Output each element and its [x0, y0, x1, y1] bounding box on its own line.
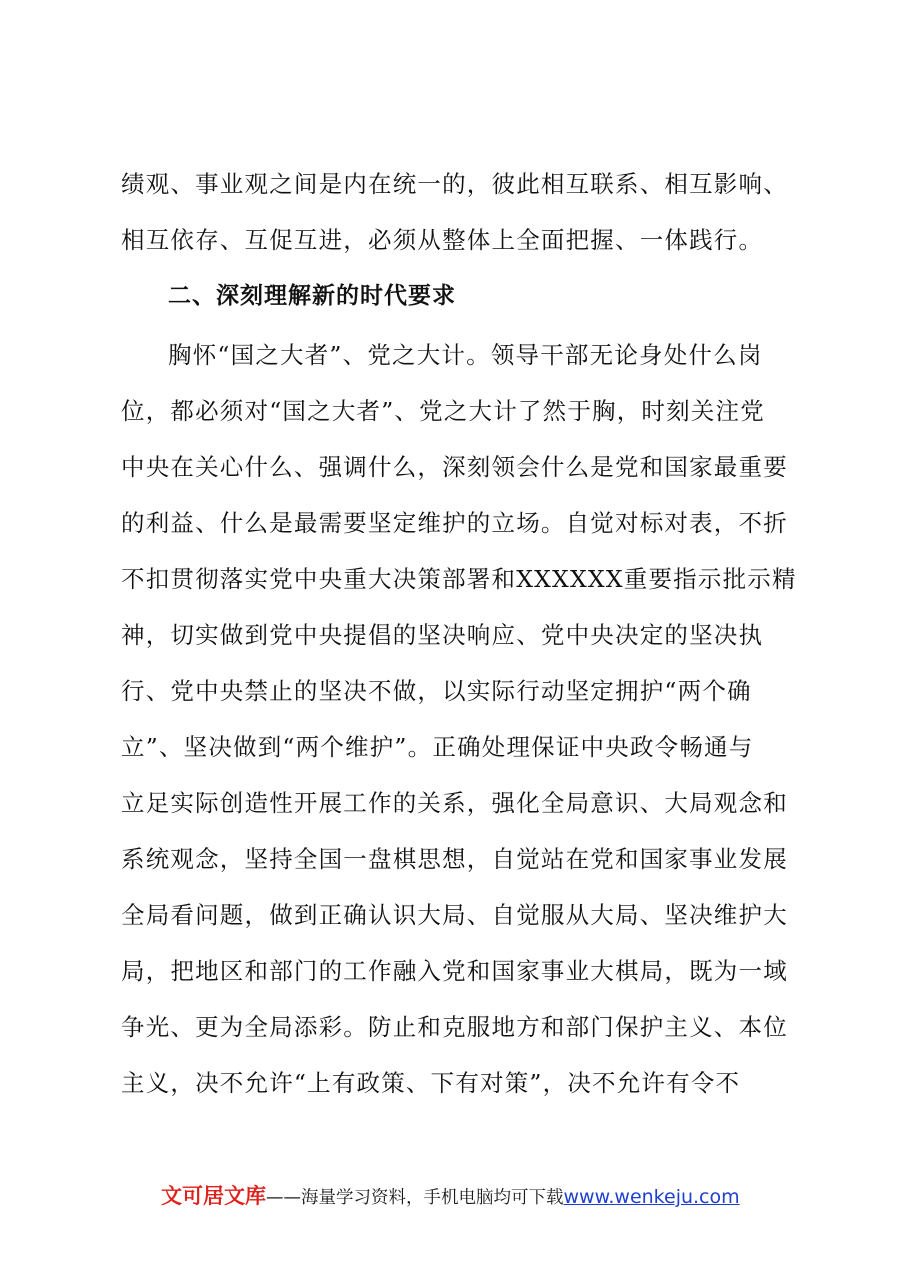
paragraph-first-line: 胸怀“国之大者”、党之大计。领导干部无论身处什么岗 [168, 341, 763, 369]
body-text-line: 不扣贯彻落实党中央重大决策部署和XXXXXX重要指示批示精 [121, 565, 797, 593]
body-text-line: 系统观念，坚持全国一盘棋思想，自觉站在党和国家事业发展 [121, 845, 788, 873]
body-text-line: 立足实际创造性开展工作的关系，强化全局意识、大局观念和 [121, 789, 788, 817]
body-text-line: 争光、更为全局添彩。防止和克服地方和部门保护主义、本位 [121, 1013, 788, 1041]
body-text-line: 行、党中央禁止的坚决不做，以实际行动坚定拥护“两个确 [121, 677, 752, 705]
body-text-line: 局，把地区和部门的工作融入党和国家事业大棋局，既为一域 [121, 957, 788, 985]
body-text-line: 神，切实做到党中央提倡的坚决响应、党中央决定的坚决执 [121, 621, 764, 649]
body-text-line: 主义，决不允许“上有政策、下有对策”，决不允许有令不 [121, 1069, 741, 1097]
body-text-line: 绩观、事业观之间是内在统一的，彼此相互联系、相互影响、 [121, 170, 788, 198]
body-text-line: 中央在关心什么、强调什么，深刻领会什么是党和国家最重要 [121, 453, 788, 481]
footer-tagline: ——海量学习资料，手机电脑均可下载 [266, 1188, 564, 1208]
section-heading: 二、深刻理解新的时代要求 [168, 283, 456, 309]
footer-banner [161, 1180, 740, 1212]
brand-logo-text: 文可居文库 [161, 1184, 266, 1208]
body-text-line: 相互依存、互促互进，必须从整体上全面把握、一体践行。 [121, 226, 764, 254]
body-text-line: 全局看问题，做到正确认识大局、自觉服从大局、坚决维护大 [121, 901, 788, 929]
body-text-line: 立”、坚决做到“两个维护”。正确处理保证中央政令畅通与 [121, 733, 754, 761]
body-text-line: 位，都必须对“国之大者”、党之大计了然于胸，时刻关注党 [121, 397, 765, 425]
website-link[interactable]: www.wenkeju.com [563, 1186, 740, 1208]
body-text-line: 的利益、什么是最需要坚定维护的立场。自觉对标对表，不折 [121, 509, 788, 537]
